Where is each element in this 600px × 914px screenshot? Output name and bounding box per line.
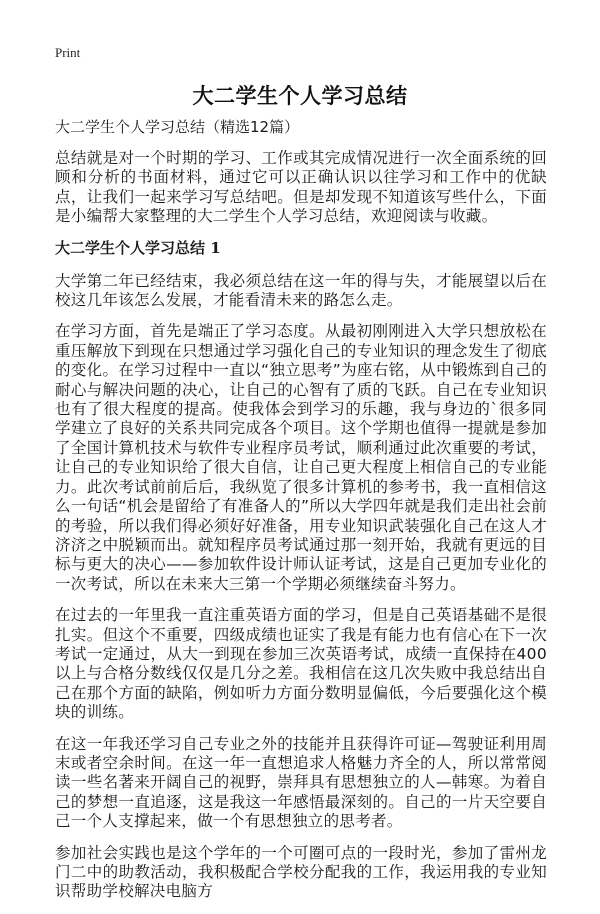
section-paragraph: 在过去的一年里我一直注重英语方面的学习，但是自己英语基础不是很扎实。但这个不重要，四级成绩也证实了我是有能力也有信心在下一次考试一定通过，从大一到现在参加三次英语考试，成绩一直保持在400以上与合格分数线仅仅是几分之差。我相信在这几次失败中我总结出自己在那个方面的缺陷，例如听力方面分数明显偏低，今后要强化这个模块的训练。 <box>55 606 547 722</box>
section-heading: 大二学生个人学习总结 1 <box>55 238 221 257</box>
intro-paragraph: 总结就是对一个时期的学习、工作或其完成情况进行一次全面系统的回顾和分析的书面材料，通过它可以正确认识以往学习和工作中的优缺点，让我们一起来学习写总结吧。但是却发现不知道该写些什么，下面是小编帮大家整理的大二学生个人学习总结，欢迎阅读与收藏。 <box>55 149 547 226</box>
section-paragraph: 大学第二年已经结束，我必须总结在这一年的得与失，才能展望以后在校这几年该怎么发展，才能看清未来的路怎么走。 <box>55 271 547 310</box>
section-paragraph: 参加社会实践也是这个学年的一个可圈可点的一段时光，参加了雷州龙门二中的助教活动，我积极配合学校分配我的工作，我运用我的专业知识帮助学校解决电脑方 <box>55 843 547 901</box>
section-1 <box>55 239 547 902</box>
section-paragraph: 在学习方面，首先是端正了学习态度。从最初刚刚进入大学只想放松在重压解放下到现在只想通过学习强化自己的专业知识的理念发生了彻底的变化。在学习过程中一直以“独立思考”为座右铭，从中锻炼到自己的耐心与解决问题的决心，让自己的心智有了质的飞跃。自己在专业知识也有了很大程度的提高。使我体会到学习的乐趣，我与身边的`很多同学建立了良好的关系共同完成各个项目。这个学期也值得一提就是参加了全国计算机技术与软件专业程序员考试，顺利通过此次重要的考试，让自己的专业知识给了很大自信，让自己更大程度上相信自己的专业能力。此次考试前前后后，我纵览了很多计算机的参考书，我一直相信这么一句话“机会是留给了有准备人的”所以大学四年就是我们走出社会前的考验，所以我们得必须好好准备，用专业知识武装强化自己在这人才济济之中脱颖而出。就知程序员考试通过那一刻开始，我就有更远的目标与更大的决心——参加软件设计师认证考试，这是自己更加专业化的一次考试，所以在未来大三第一个学期必须继续奋斗努力。 <box>55 322 547 593</box>
section-paragraph: 在这一年我还学习自己专业之外的技能并且获得许可证—驾驶证利用周末或者空余时间。在这一年一直想追求人格魅力齐全的人，所以常常阅读一些名著来开阔自己的视野，崇拜具有思想独立的人—韩寒。为着自己的梦想一直追逐，这是我这一年感悟最深刻的。自己的一片天空要自己一个人支撑起来，做一个有思想独立的思考者。 <box>55 734 547 831</box>
document-body <box>55 118 547 914</box>
print-label: Print <box>55 45 81 60</box>
document-subtitle: 大二学生个人学习总结（精选12篇） <box>55 118 300 136</box>
document-title: 大二学生个人学习总结 <box>192 84 408 108</box>
